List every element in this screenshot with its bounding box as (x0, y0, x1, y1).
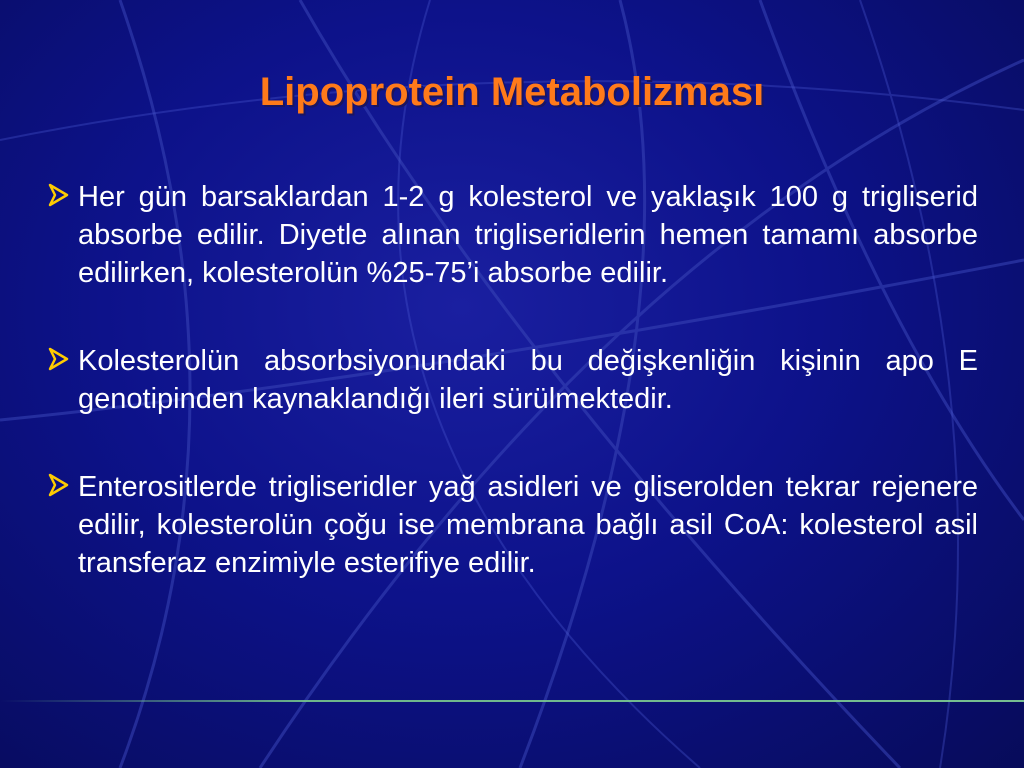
bullet-text: Enterositlerde trigliseridler yağ asidleri ve gliserolden tekrar rejenere edilir, kolesterolün çoğu ise membrana bağlı asil CoA: kolesterol asil transferaz enzimiyle esterifiye edilir. (78, 471, 978, 579)
arrow-bullet-icon (46, 182, 72, 208)
bullet-item (46, 178, 978, 292)
arrow-bullet-icon (46, 472, 72, 498)
arrow-bullet-icon (46, 346, 72, 372)
bullet-text: Her gün barsaklardan 1-2 g kolesterol ve yaklaşık 100 g trigliserid absorbe edilir. Diyetle alınan trigliseridlerin hemen tamamı absorbe edilirken, kolesterolün %25-75’i absorbe edilir. (78, 181, 978, 289)
bullet-item (46, 468, 978, 582)
bullet-list (46, 178, 978, 632)
bullet-text: Kolesterolün absorbsiyonundaki bu değişkenliğin kişinin apo E genotipinden kaynaklandığı ileri sürülmektedir. (78, 345, 978, 415)
bullet-item (46, 342, 978, 418)
slide-title: Lipoprotein Metabolizması (259, 70, 765, 114)
bottom-divider-line (0, 700, 1024, 702)
